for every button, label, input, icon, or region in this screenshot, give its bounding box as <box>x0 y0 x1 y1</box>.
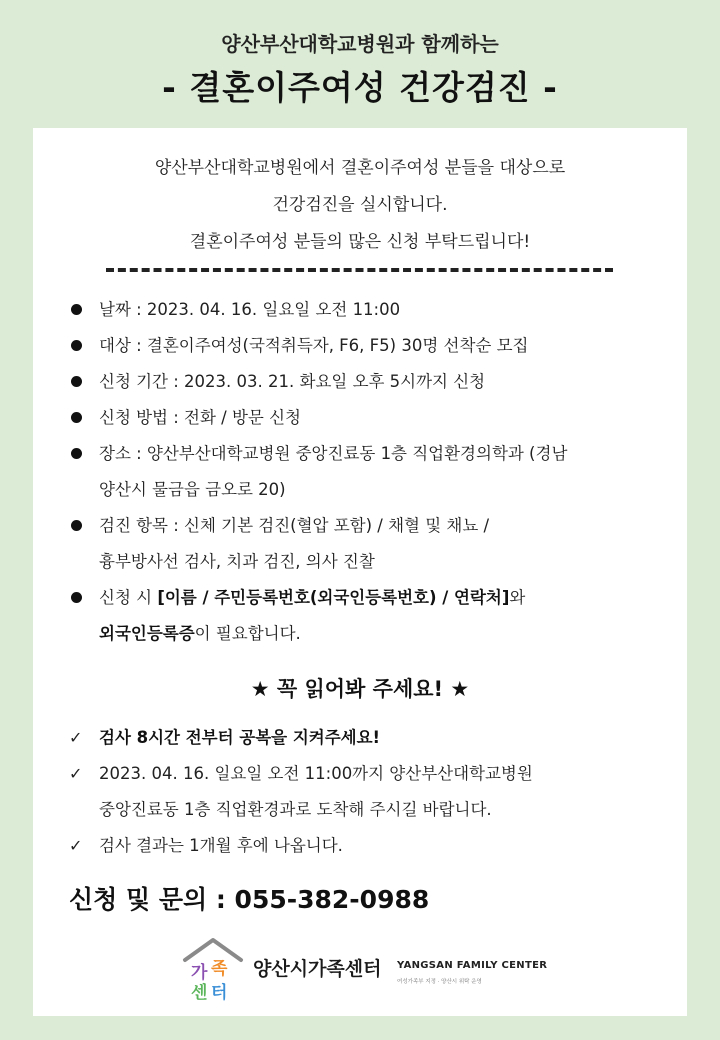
content-card <box>33 128 687 1016</box>
info-item-date <box>69 292 669 328</box>
info-item-documents <box>69 580 669 652</box>
notice-arrival-text-cont: 중앙진료동 1층 직업환경과로 도착해 주시길 바랍니다. <box>99 800 492 819</box>
logo-caption: 여성가족부 지정 · 양산시 위탁 운영 <box>397 979 482 985</box>
notice-item-fasting <box>69 720 669 756</box>
notice-item-arrival <box>69 756 669 828</box>
bullet-icon <box>71 592 82 603</box>
svg-text:센: 센 <box>191 983 208 1002</box>
info-list <box>69 292 669 652</box>
family-center-logo <box>181 936 581 1002</box>
info-method-text: 신청 방법 : 전화 / 방문 신청 <box>99 408 301 427</box>
info-place-text: 장소 : 양산부산대학교병원 중앙진료동 1층 직업환경의학과 (경남 <box>99 444 568 463</box>
info-item-period <box>69 364 669 400</box>
check-icon: ✓ <box>69 836 83 855</box>
logo-english-name: YANGSAN FAMILY CENTER <box>397 960 548 971</box>
notice-results-text: 검사 결과는 1개월 후에 나옵니다. <box>99 836 343 855</box>
logo-name: 양산시가족센터 <box>253 958 382 980</box>
bullet-icon <box>71 304 82 315</box>
docs-alien-card: 외국인등록증 <box>99 624 195 643</box>
svg-text:터: 터 <box>211 983 228 1002</box>
intro-text <box>33 150 687 261</box>
notice-arrival-text: 2023. 04. 16. 일요일 오전 11:00까지 양산부산대학교병원 <box>99 764 533 783</box>
docs-text-end: 이 필요합니다. <box>194 624 301 643</box>
intro-line: 양산부산대학교병원에서 결혼이주여성 분들을 대상으로 <box>154 158 566 178</box>
info-exam-text-cont: 흉부방사선 검사, 치과 검진, 의사 진찰 <box>99 552 375 571</box>
notice-item-results <box>69 828 669 864</box>
bullet-icon <box>71 340 82 351</box>
dashed-divider <box>106 268 613 272</box>
header-subtitle: 양산부산대학교병원과 함께하는 <box>221 32 499 56</box>
info-item-place <box>69 436 669 508</box>
header <box>0 0 720 128</box>
notice-list <box>69 720 669 864</box>
house-logo-icon <box>181 936 245 1002</box>
info-target-text: 대상 : 결혼이주여성(국적취득자, F6, F5) 30명 선착순 모집 <box>99 336 529 355</box>
contact-info: 신청 및 문의 : 055-382-0988 <box>69 885 430 914</box>
bullet-icon <box>71 412 82 423</box>
info-item-target <box>69 328 669 364</box>
notice-title: ★ 꼭 읽어봐 주세요! ★ <box>250 677 470 701</box>
bullet-icon <box>71 376 82 387</box>
intro-line: 건강검진을 실시합니다. <box>272 195 448 215</box>
docs-text-conj: 와 <box>509 588 526 607</box>
notice-fasting-text: 검사 8시간 전부터 공복을 지켜주세요! <box>99 728 381 747</box>
svg-text:족: 족 <box>211 959 228 979</box>
docs-text: 신청 시 <box>99 588 158 607</box>
docs-required-list: [이름 / 주민등록번호(외국인등록번호) / 연락처] <box>157 588 510 607</box>
info-period-text: 신청 기간 : 2023. 03. 21. 화요일 오후 5시까지 신청 <box>99 372 486 391</box>
header-title: - 결혼이주여성 건강검진 - <box>162 68 558 107</box>
info-item-exam <box>69 508 669 580</box>
info-date-text: 날짜 : 2023. 04. 16. 일요일 오전 11:00 <box>99 300 401 319</box>
bullet-icon <box>71 448 82 459</box>
info-place-text-cont: 양산시 물금읍 금오로 20) <box>99 480 286 499</box>
info-exam-text: 검진 항목 : 신체 기본 검진(혈압 포함) / 채혈 및 채뇨 / <box>99 516 490 535</box>
intro-line: 결혼이주여성 분들의 많은 신청 부탁드립니다! <box>189 232 531 252</box>
check-icon: ✓ <box>69 728 83 747</box>
bullet-icon <box>71 520 82 531</box>
check-icon: ✓ <box>69 764 83 783</box>
svg-text:가: 가 <box>191 963 208 983</box>
info-item-method <box>69 400 669 436</box>
